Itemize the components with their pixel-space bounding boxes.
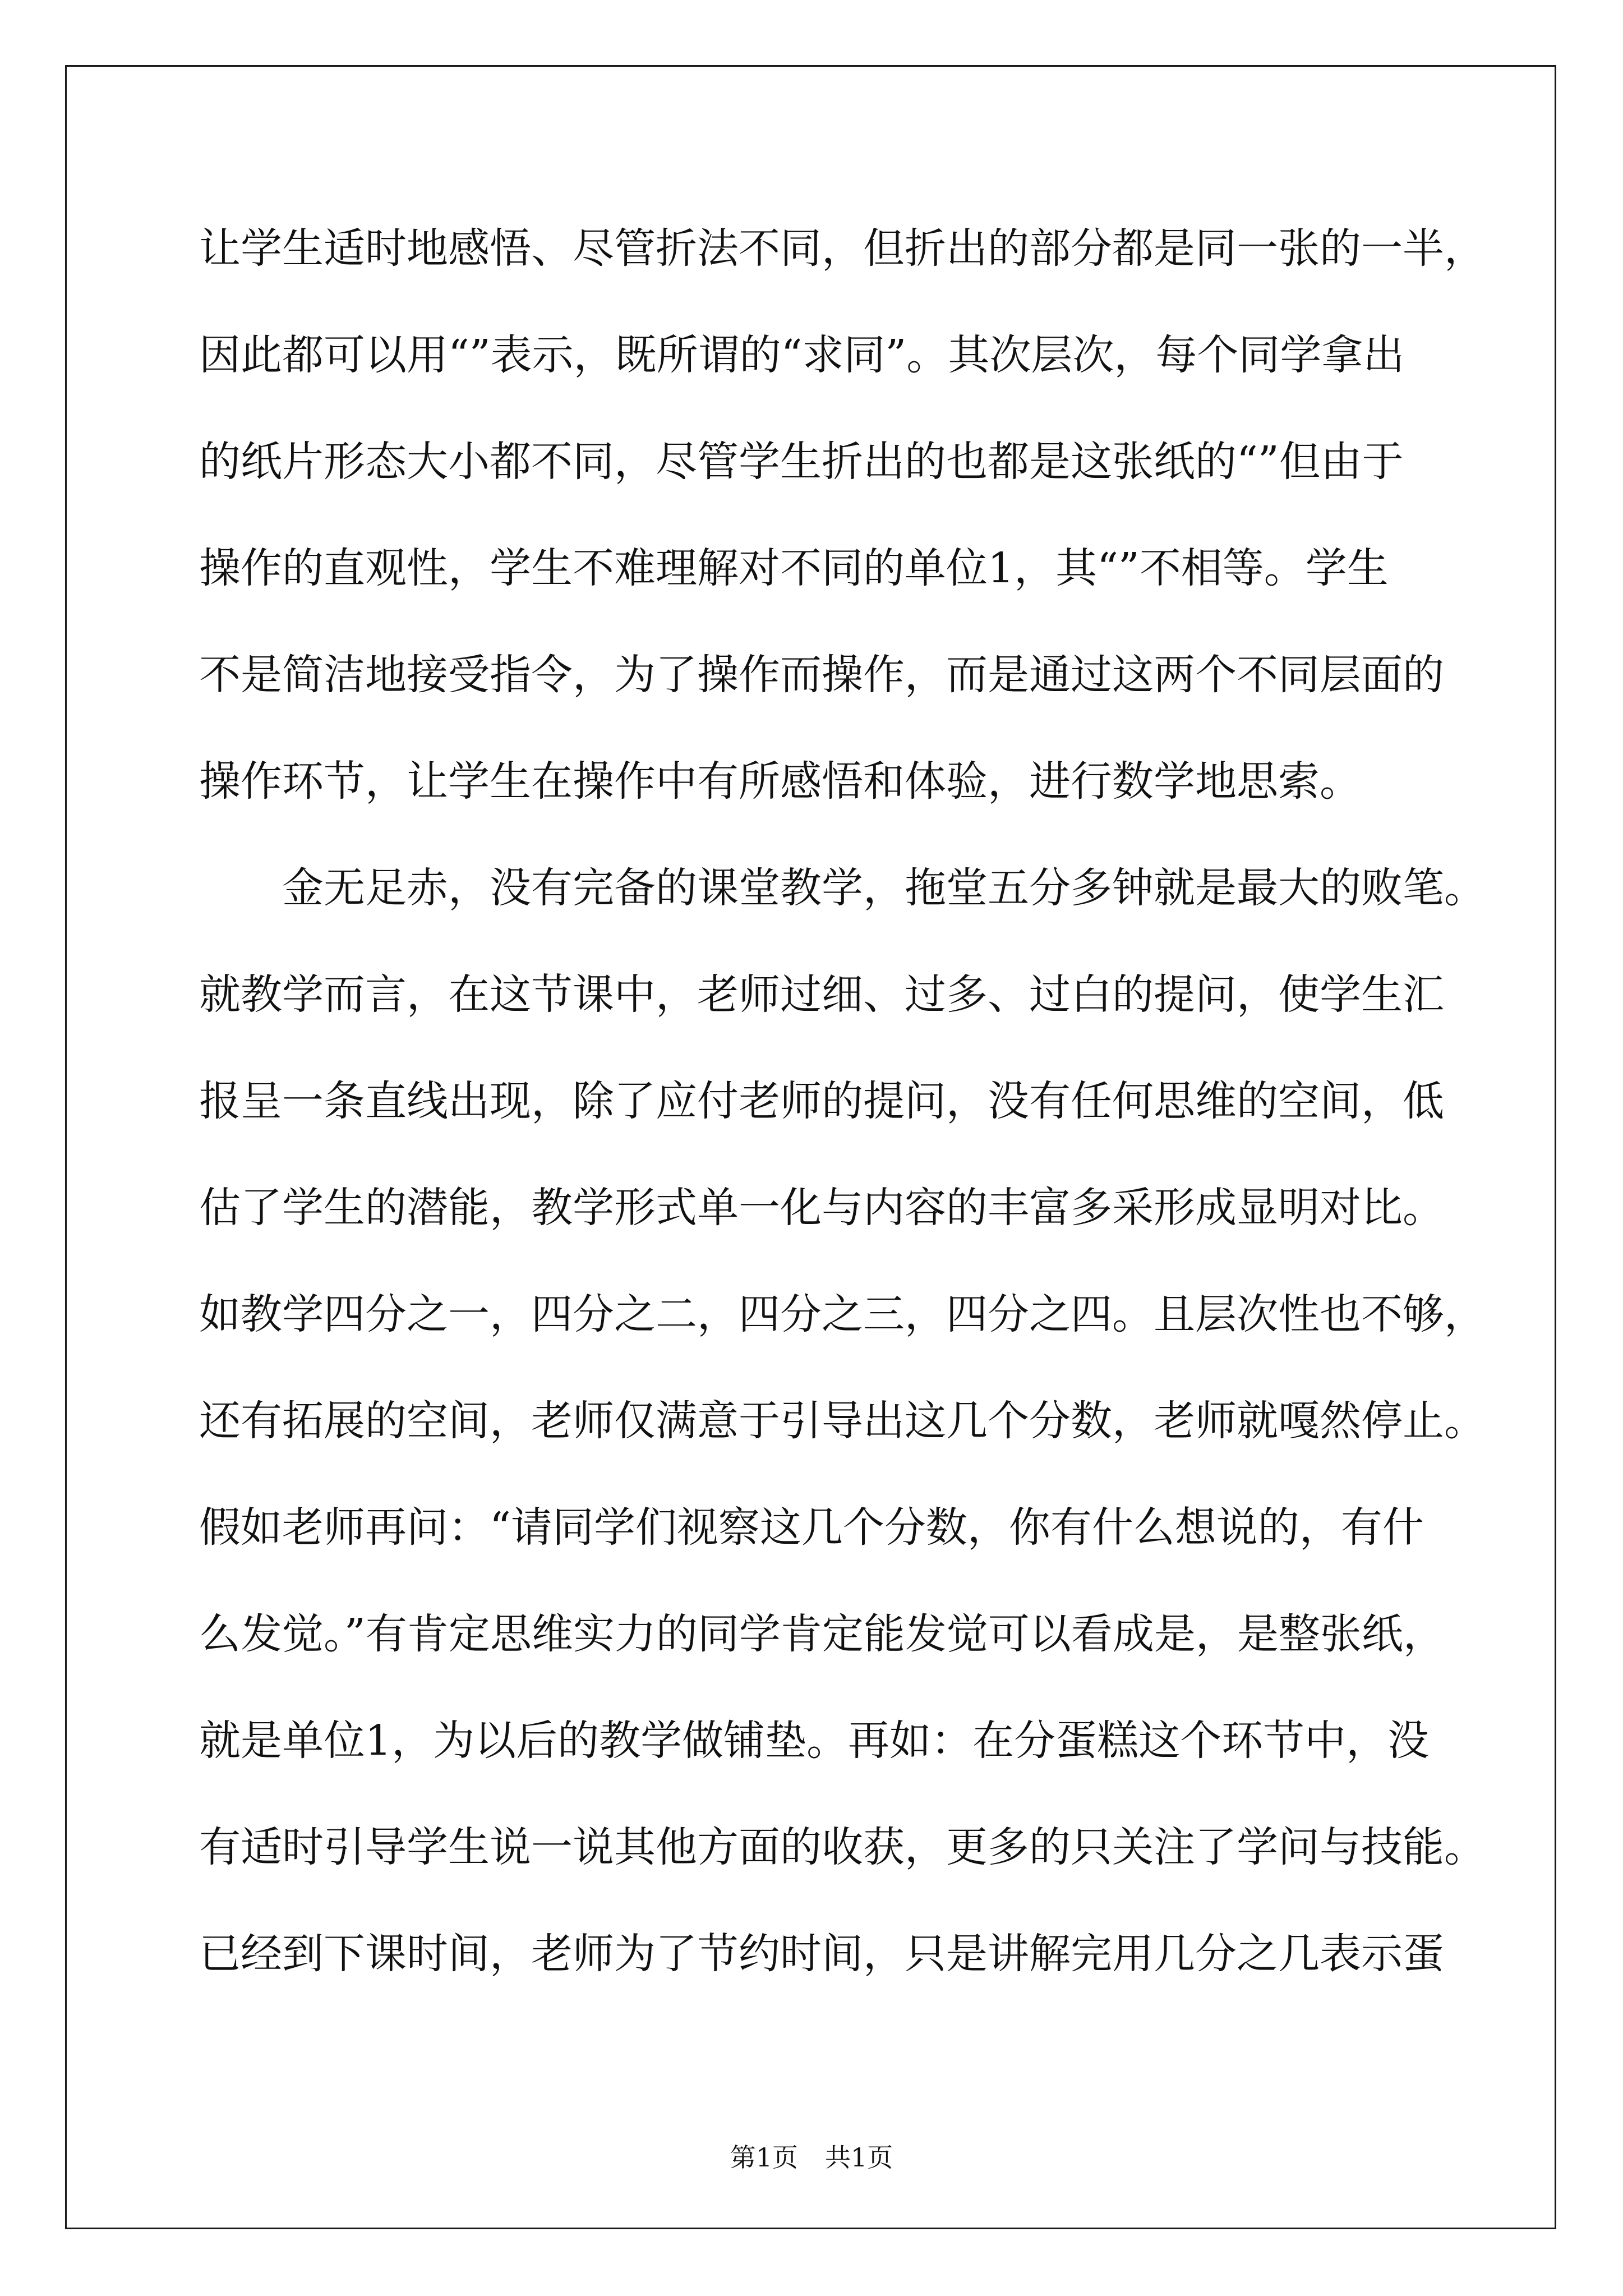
text-line: 金无足赤，没有完备的课堂教学，拖堂五分多钟就是最大的败笔。 [282, 864, 1486, 912]
text-line: 报呈一条直线出现，除了应付老师的提问，没有任何思维的空间，低 [199, 1077, 1444, 1125]
text-line: 操作的直观性，学生不难理解对不同的单位1，其“”不相等。学生 [199, 544, 1389, 592]
document-body [199, 195, 1486, 2007]
text-line: 估了学生的潜能，教学形式单一化与内容的丰富多采形成显明对比。 [199, 1184, 1444, 1232]
text-line: 不是简洁地接受指令，为了操作而操作，而是通过这两个不同层面的 [199, 651, 1444, 699]
text-line: 如教学四分之一，四分之二，四分之三，四分之四。且层次性也不够， [199, 1290, 1486, 1338]
text-line: 已经到下课时间，老师为了节约时间，只是讲解完用几分之几表示蛋 [199, 1930, 1444, 1978]
text-line: 因此都可以用“”表示，既所谓的“求同”。其次层次，每个同学拿出 [199, 331, 1405, 379]
text-line: 就是单位1，为以后的教学做铺垫。再如：在分蛋糕这个环节中，没 [199, 1717, 1430, 1765]
page-footer [0, 2137, 1623, 2174]
text-line: 就教学而言，在这节课中，老师过细、过多、过白的提问，使学生汇 [199, 970, 1444, 1019]
page-number: 第1页 [730, 2142, 798, 2173]
text-line: 操作环节，让学生在操作中有所感悟和体验，进行数学地思索。 [199, 757, 1361, 806]
text-line: 假如老师再问：“请同学们视察这几个分数，你有什么想说的，有什 [199, 1503, 1424, 1552]
page-total: 共1页 [825, 2142, 893, 2173]
text-line: 的纸片形态大小都不同，尽管学生折出的也都是这张纸的“”但由于 [199, 438, 1404, 486]
text-line: 让学生适时地感悟、尽管折法不同，但折出的部分都是同一张的一半， [199, 224, 1486, 273]
text-line: 有适时引导学生说一说其他方面的收获，更多的只关注了学问与技能。 [199, 1823, 1486, 1871]
text-line: 还有拓展的空间，老师仅满意于引导出这几个分数，老师就嘎然停止。 [199, 1397, 1486, 1445]
text-line: 么发觉。”有肯定思维实力的同学肯定能发觉可以看成是，是整张纸， [199, 1610, 1445, 1658]
